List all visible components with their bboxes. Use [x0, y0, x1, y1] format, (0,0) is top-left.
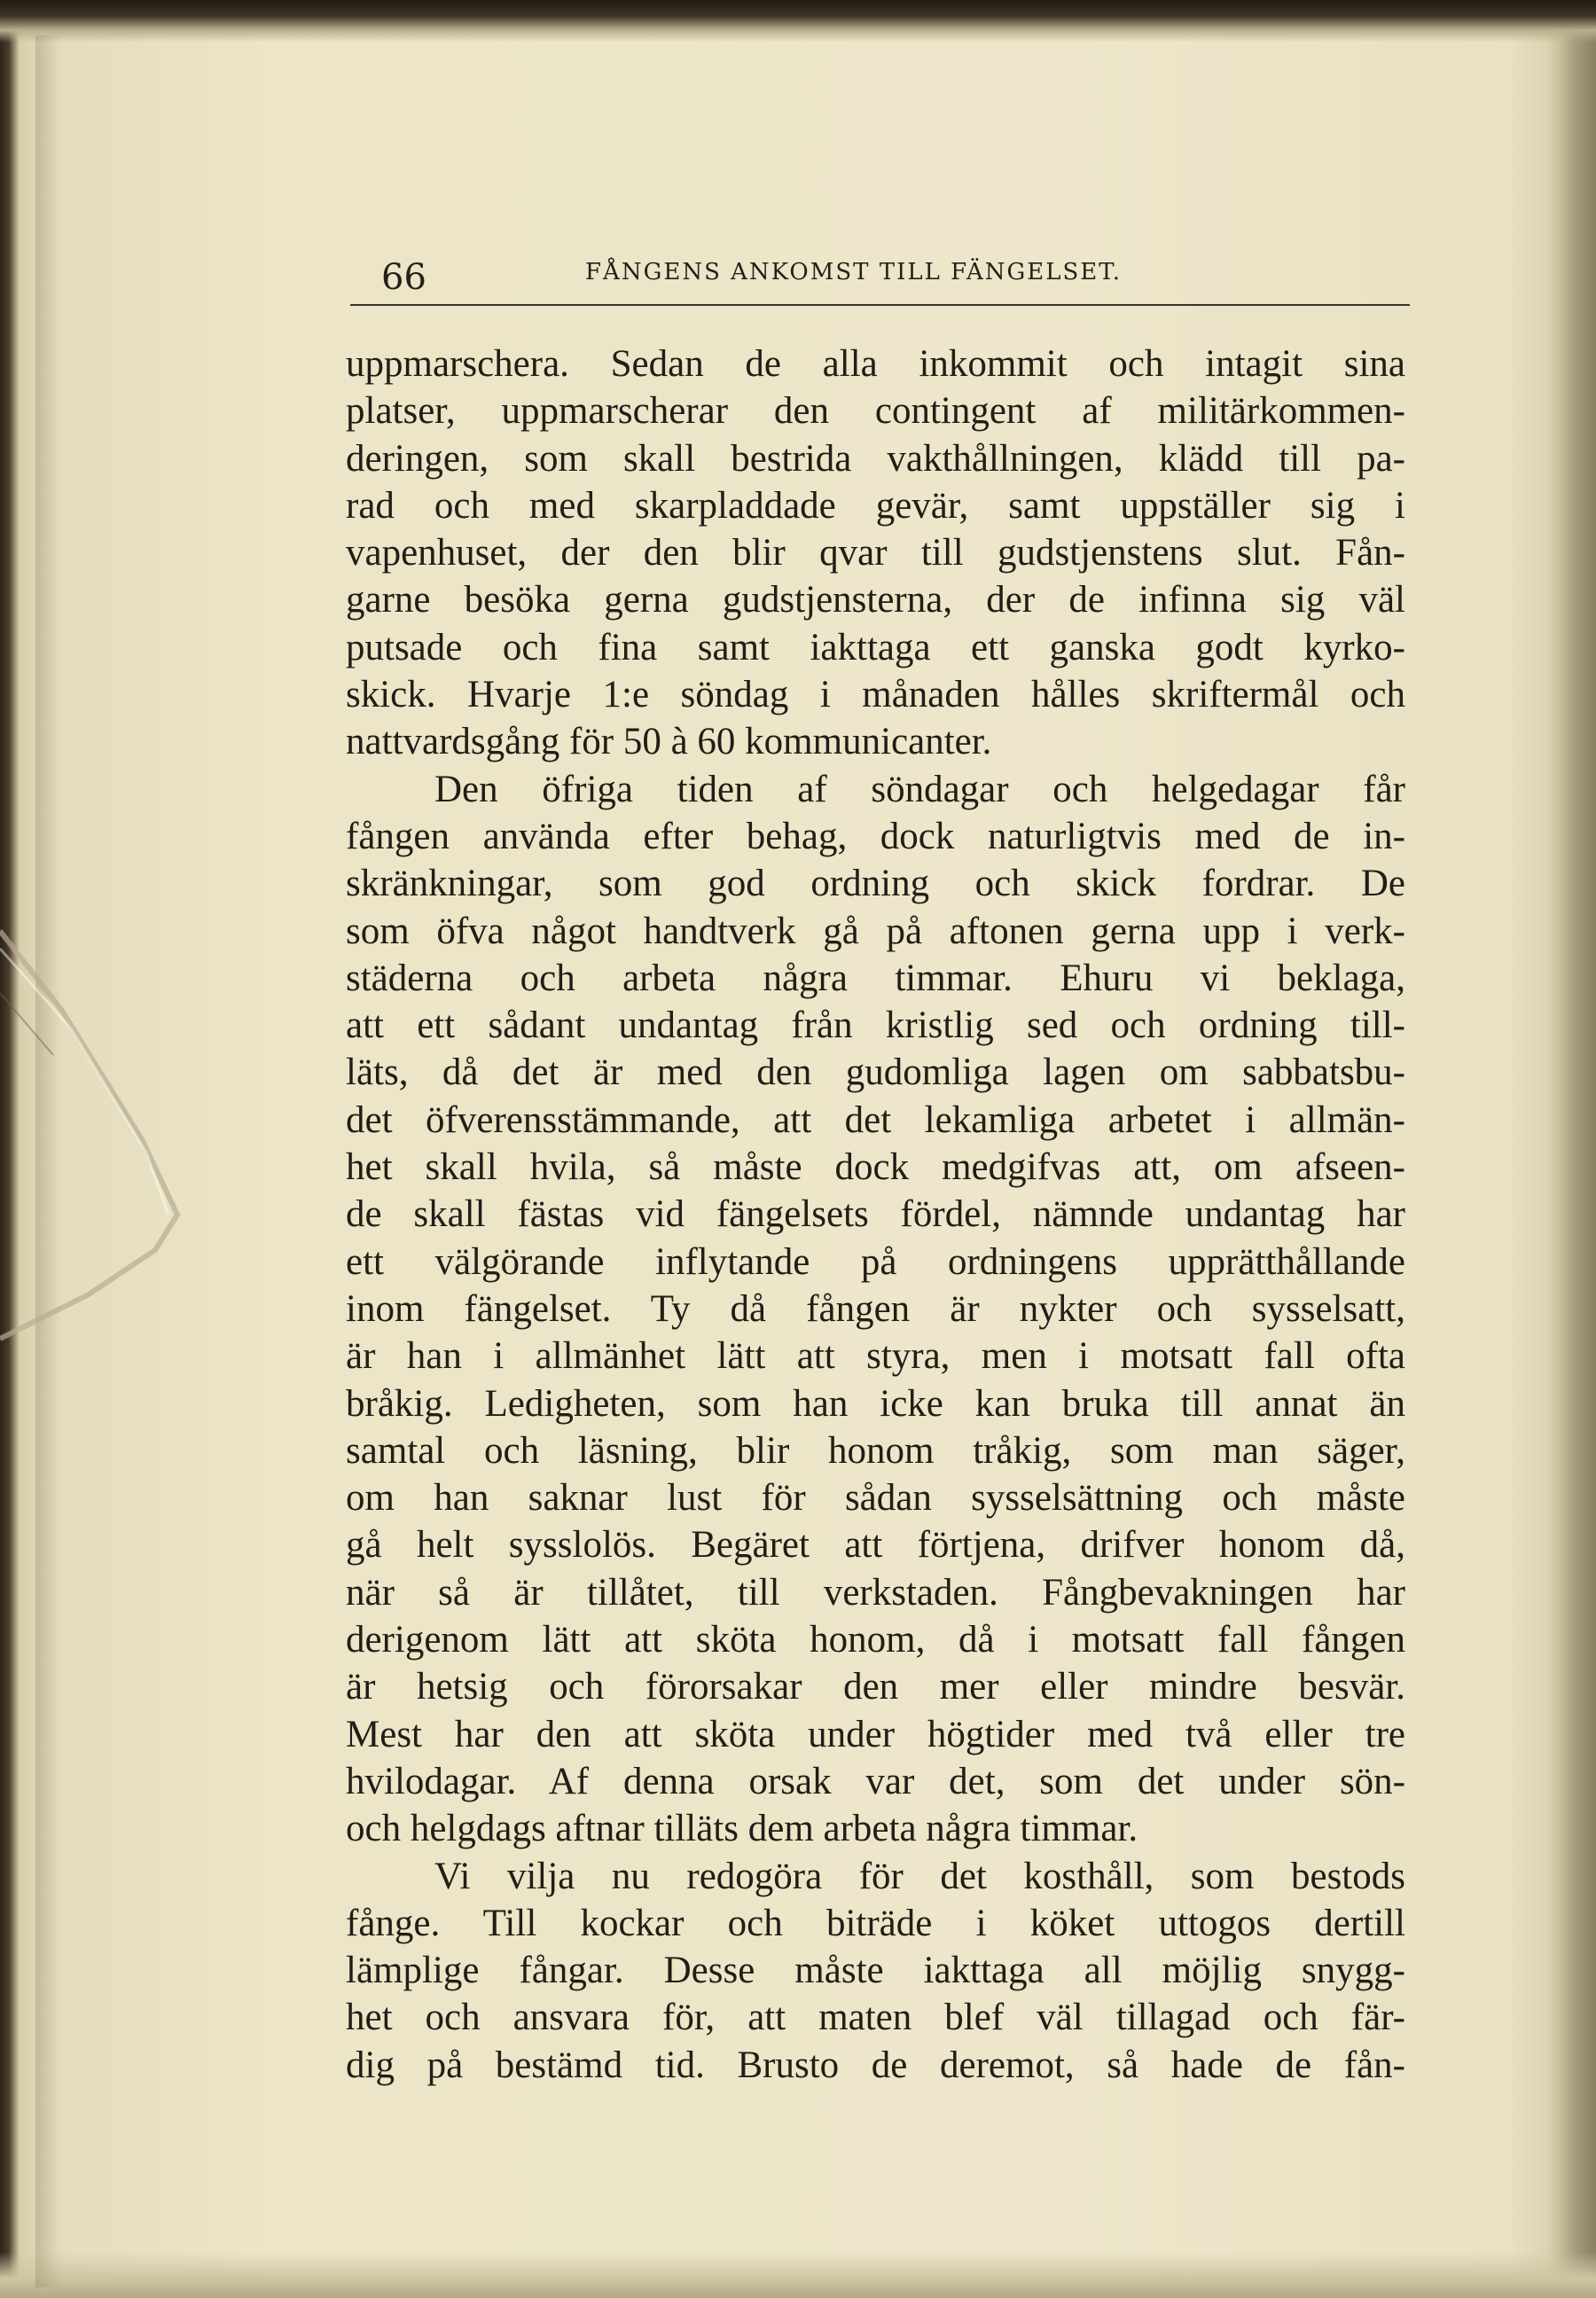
text-line: fånge. Till kockar och biträde i köket uttogos dertill [346, 1902, 1405, 1944]
text-line: Vi vilja nu redogöra för det kosthåll, som bestods [434, 1855, 1405, 1897]
text-line: putsade och fina samt iakttaga ett ganska godt kyrko- [346, 626, 1405, 668]
text-line: är hetsig och förorsakar den mer eller mindre besvär. [346, 1666, 1405, 1708]
text-line: gå helt sysslolös. Begäret att förtjena, drifver honom då, [346, 1524, 1405, 1567]
text-line: och helgdags aftnar tilläts dem arbeta några timmar. [346, 1808, 1138, 1850]
text-line: samtal och läsning, blir honom tråkig, som man säger, [346, 1429, 1405, 1472]
paragraph [346, 766, 1405, 1853]
text-line: platser, uppmarscherar den contingent af militärkommen- [346, 390, 1405, 433]
running-title: FÅNGENS ANKOMST TILL FÄNGELSET. [585, 259, 1123, 285]
header-rule [350, 304, 1410, 306]
text-line: bråkig. Ledigheten, som han icke kan bruka till annat än [346, 1382, 1405, 1425]
text-line: hvilodagar. Af denna orsak var det, som det under sön- [346, 1760, 1405, 1802]
text-line: läts, då det är med den gudomliga lagen om sabbatsbu- [346, 1051, 1405, 1094]
text-line: att ett sådant undantag från kristlig sed och ordning till- [346, 1004, 1405, 1047]
text-line: när så är tillåtet, till verkstaden. Fångbevakningen har [346, 1571, 1405, 1614]
page-header [381, 250, 1401, 303]
text-line: som öfva något handtverk gå på aftonen gerna upp i verk- [346, 910, 1405, 952]
text-line: het skall hvila, så måste dock medgifvas att, om afseen- [346, 1146, 1405, 1189]
text-line: nattvardsgång för 50 à 60 kommunicanter. [346, 721, 992, 763]
text-line: dig på bestämd tid. Brusto de deremot, så hade de fån- [346, 2044, 1405, 2086]
paragraph [346, 340, 1405, 766]
text-line: garne besöka gerna gudstjensterna, der de infinna sig väl [346, 579, 1405, 621]
text-line: om han saknar lust för sådan sysselsättning och måste [346, 1477, 1405, 1520]
text-line: ett välgörande inflytande på ordningens upprätthållande [346, 1240, 1405, 1283]
page-number: 66 [381, 257, 426, 298]
text-line: rad och med skarpladdade gevär, samt uppställer sig i [346, 484, 1405, 527]
text-line: uppmarschera. Sedan de alla inkommit och intagit sina [346, 343, 1405, 385]
text-line: vapenhuset, der den blir qvar till gudstjenstens slut. Fån- [346, 532, 1405, 574]
text-line: fången använda efter behag, dock naturligtvis med de in- [346, 815, 1405, 857]
text-line: lämplige fångar. Desse måste iakttaga all möjlig snygg- [346, 1950, 1405, 1992]
text-line: skick. Hvarje 1:e söndag i månaden hålles skriftermål och [346, 674, 1405, 716]
text-line: Den öfriga tiden af söndagar och helgedagar får [434, 768, 1405, 810]
text-line: derigenom lätt att sköta honom, då i motsatt fall fången [346, 1619, 1405, 1661]
text-line: de skall fästas vid fängelsets fördel, nämnde undantag har [346, 1193, 1405, 1236]
paragraph [346, 1853, 1405, 2089]
text-line: är han i allmänhet lätt att styra, men i motsatt fall ofta [346, 1335, 1405, 1378]
text-line: Mest har den att sköta under högtider med två eller tre [346, 1713, 1405, 1755]
body-text [346, 340, 1405, 2089]
text-line: inom fängelset. Ty då fången är nykter och sysselsatt, [346, 1287, 1405, 1330]
text-line: städerna och arbeta några timmar. Ehuru vi beklaga, [346, 957, 1405, 999]
text-line: het och ansvara för, att maten blef väl tillagad och fär- [346, 1997, 1405, 2039]
text-line: skränkningar, som god ordning och skick fordrar. De [346, 863, 1405, 905]
text-line: det öfverensstämmande, att det lekamliga arbetet i allmän- [346, 1098, 1405, 1141]
text-line: deringen, som skall bestrida vakthållningen, klädd till pa- [346, 437, 1405, 480]
